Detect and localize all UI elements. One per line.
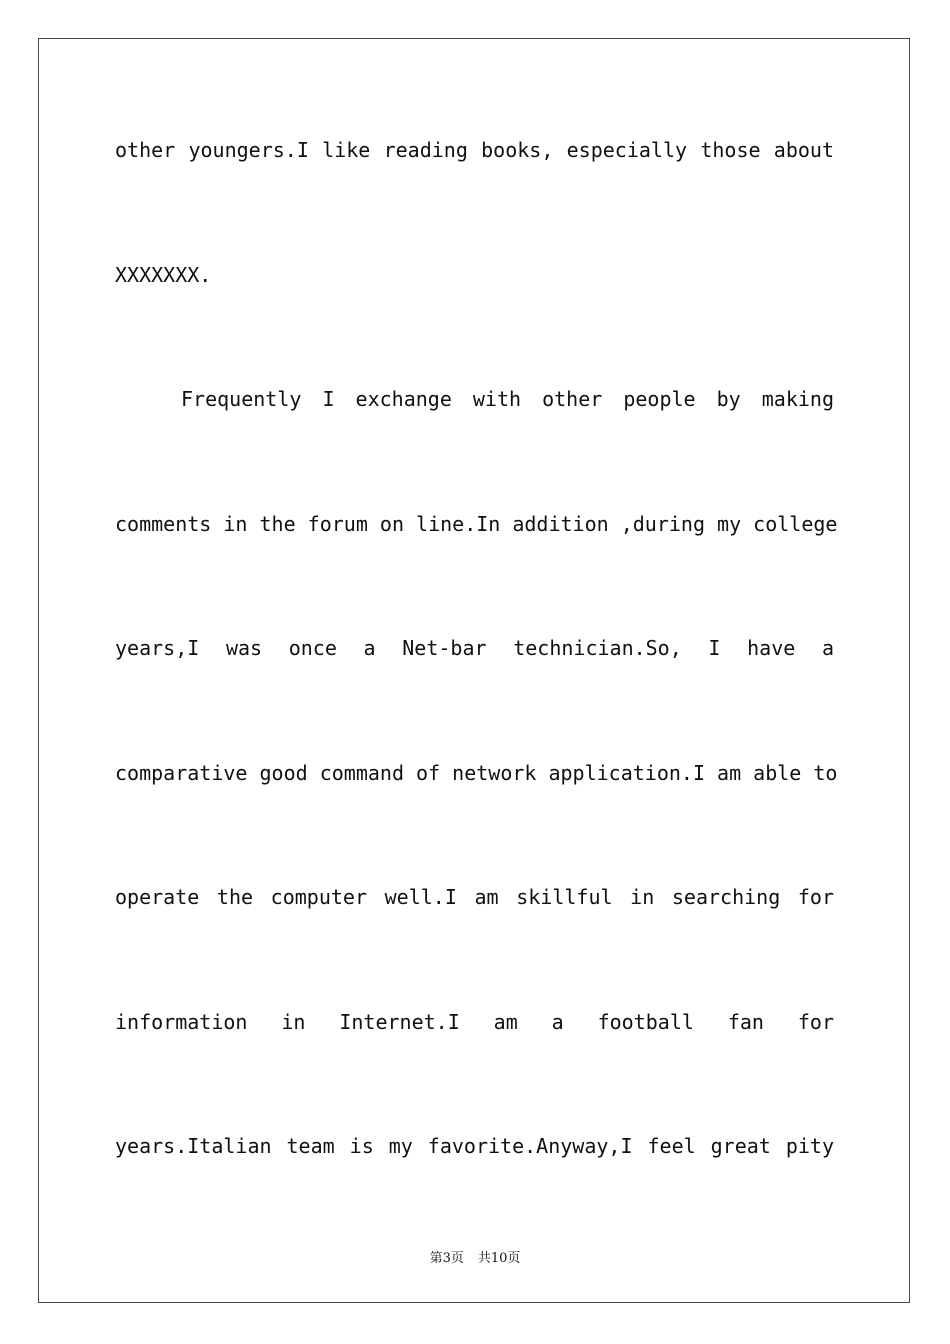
text-line: years,I was once a Net-bar technician.So, I have a — [115, 636, 834, 660]
page-footer — [0, 1247, 950, 1266]
page-border — [38, 38, 910, 1303]
text-line: Frequently I exchange with other people by making — [181, 387, 834, 411]
text-line: information in Internet.I am a football fan for — [115, 1010, 834, 1034]
text-line: comparative good command of network application.I am able to — [115, 761, 838, 785]
text-line: operate the computer well.I am skillful in searching for — [115, 885, 834, 909]
current-page-label: 第3页 — [429, 1251, 464, 1266]
text-line: comments in the forum on line.In addition ,during my college — [115, 512, 838, 536]
text-line: years.Italian team is my favorite.Anyway,I feel great pity — [115, 1134, 834, 1158]
text-line: XXXXXXX. — [115, 263, 212, 287]
total-pages-label: 共10页 — [477, 1251, 521, 1266]
text-line: other youngers.I like reading books, especially those about — [115, 138, 834, 162]
